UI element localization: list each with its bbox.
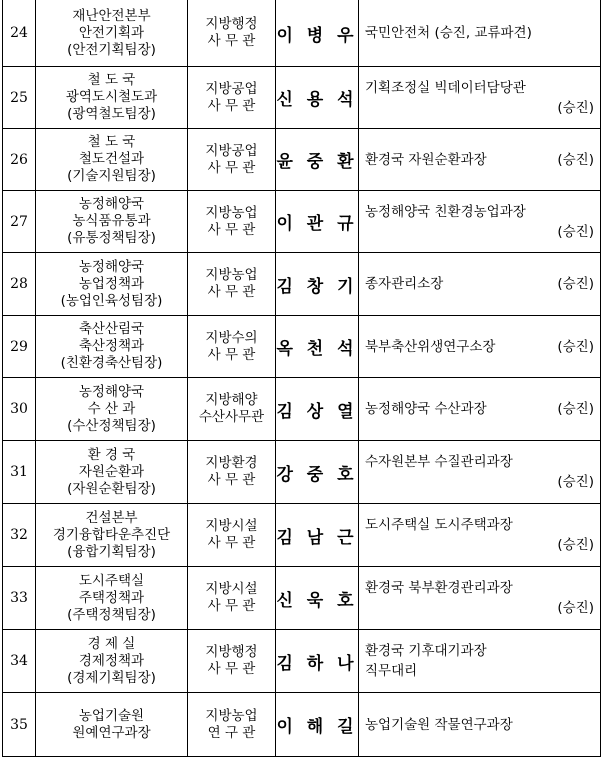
promotion-tag: (승진) xyxy=(557,276,594,292)
department-line: (유통정책팀장) xyxy=(67,230,156,246)
table-row xyxy=(3,630,601,693)
table-row xyxy=(3,504,601,567)
previous-position-text: 북부축산위생연구소장 xyxy=(365,338,496,355)
table-row xyxy=(3,191,601,253)
grade-line: 지방해양 xyxy=(205,392,258,408)
grade-line: 사 무 관 xyxy=(207,33,256,49)
new-department-cell xyxy=(36,693,188,757)
department-line: 건설본부 xyxy=(85,509,138,526)
previous-position-line: 수자원본부 수질관리과장 xyxy=(365,454,513,470)
department-line: (기술지원팀장) xyxy=(67,168,156,184)
new-department-cell xyxy=(36,630,188,693)
previous-position-cell xyxy=(359,378,601,441)
previous-position-cell xyxy=(359,129,601,191)
department-line: 철 도 국 xyxy=(87,134,136,150)
promotion-tag: (승진) xyxy=(557,537,594,553)
department-line: 원예연구과장 xyxy=(72,724,151,741)
grade-cell xyxy=(188,441,276,504)
grade-line: 지방농업 xyxy=(205,267,258,283)
promotion-tag: (승진) xyxy=(557,401,594,417)
person-name: 이 해 길 xyxy=(276,693,359,757)
grade-cell xyxy=(188,0,276,67)
previous-position-line: 농정해양국 친환경농업과장 xyxy=(365,203,526,220)
department-line: 수 산 과 xyxy=(87,400,136,417)
department-line: (농업인육성팀장) xyxy=(60,292,163,309)
department-line: (광역철도팀장) xyxy=(67,106,156,122)
grade-line: 지방농업 xyxy=(205,707,258,724)
new-department-cell xyxy=(36,67,188,129)
promotion-tag: (승진) xyxy=(557,338,594,355)
previous-position-cell xyxy=(359,441,601,504)
row-number: 28 xyxy=(3,253,36,316)
department-line: 자원순환과 xyxy=(78,463,145,480)
grade-line: 지방환경 xyxy=(205,455,258,471)
table-row xyxy=(3,693,601,757)
grade-line: 지방행정 xyxy=(205,644,258,660)
grade-line: 사 무 관 xyxy=(207,284,256,300)
grade-line: 지방공업 xyxy=(205,80,258,97)
table-row xyxy=(3,441,601,504)
grade-line: 사 무 관 xyxy=(207,598,256,614)
previous-position-line: 환경국 북부환경관리과장 xyxy=(365,580,513,596)
grade-line: 사 무 관 xyxy=(207,221,256,238)
grade-cell xyxy=(188,567,276,630)
person-name: 옥 천 석 xyxy=(276,316,359,378)
previous-position-line: 직무대리 xyxy=(365,663,418,679)
new-department-cell xyxy=(36,441,188,504)
department-line: 재난안전본부 xyxy=(72,7,151,24)
previous-position-line xyxy=(365,337,594,357)
department-line: 철 도 국 xyxy=(87,72,136,88)
department-line: 경기융합타운추진단 xyxy=(52,526,171,543)
grade-line: 사 무 관 xyxy=(207,159,256,176)
previous-position-cell xyxy=(359,0,601,67)
promotion-tag: (승진) xyxy=(557,151,594,168)
row-number: 25 xyxy=(3,67,36,129)
table-row xyxy=(3,378,601,441)
department-line: (수산정책팀장) xyxy=(67,417,156,434)
grade-line: 지방시설 xyxy=(205,518,258,534)
table-row xyxy=(3,129,601,191)
department-line: 환 경 국 xyxy=(87,446,136,463)
department-line: 안전기획과 xyxy=(78,24,145,41)
grade-cell xyxy=(188,693,276,757)
promotion-tag: (승진) xyxy=(557,223,594,240)
previous-position-line xyxy=(365,150,594,170)
grade-line: 사 무 관 xyxy=(207,97,256,114)
new-department-cell xyxy=(36,129,188,191)
previous-position-cell xyxy=(359,191,601,253)
table-row xyxy=(3,567,601,630)
grade-line: 사 무 관 xyxy=(207,661,256,677)
previous-position-line xyxy=(365,399,594,419)
grade-line: 지방공업 xyxy=(205,142,258,159)
grade-cell xyxy=(188,67,276,129)
row-number: 27 xyxy=(3,191,36,253)
grade-line: 사 무 관 xyxy=(207,535,256,551)
previous-position-cell xyxy=(359,253,601,316)
department-line: 철도건설과 xyxy=(78,151,145,167)
person-name: 김 남 근 xyxy=(276,504,359,567)
personnel-table xyxy=(2,0,601,757)
previous-position-cell xyxy=(359,316,601,378)
promotion-tag: (승진) xyxy=(557,600,594,616)
department-line: 농정해양국 xyxy=(78,383,145,400)
department-line: 농업기술원 xyxy=(78,707,145,724)
new-department-cell xyxy=(36,253,188,316)
department-line: 경 제 실 xyxy=(87,635,136,652)
promotion-tag: (승진) xyxy=(557,99,594,116)
row-number: 35 xyxy=(3,693,36,757)
new-department-cell xyxy=(36,0,188,67)
previous-position-cell xyxy=(359,67,601,129)
grade-line: 연 구 관 xyxy=(207,724,256,741)
department-line: 경제정책과 xyxy=(78,652,145,669)
new-department-cell xyxy=(36,378,188,441)
row-number: 30 xyxy=(3,378,36,441)
previous-position-text: 종자관리소장 xyxy=(365,276,444,292)
table-row xyxy=(3,316,601,378)
grade-cell xyxy=(188,253,276,316)
row-number: 33 xyxy=(3,567,36,630)
department-line: (경제기획팀장) xyxy=(67,669,156,686)
department-line: (자원순환팀장) xyxy=(67,480,156,497)
department-line: (융합기획팀장) xyxy=(67,543,156,560)
previous-position-text: 농정해양국 수산과장 xyxy=(365,401,487,417)
person-name: 신 용 석 xyxy=(276,67,359,129)
personnel-table-body xyxy=(3,0,601,757)
person-name: 신 욱 호 xyxy=(276,567,359,630)
person-name: 김 창 기 xyxy=(276,253,359,316)
new-department-cell xyxy=(36,191,188,253)
department-line: 축산정책과 xyxy=(78,338,145,354)
previous-position-line xyxy=(365,274,594,294)
row-number: 29 xyxy=(3,316,36,378)
grade-line: 지방농업 xyxy=(205,204,258,221)
grade-cell xyxy=(188,630,276,693)
row-number: 26 xyxy=(3,129,36,191)
table-row xyxy=(3,67,601,129)
department-line: 농정해양국 xyxy=(78,258,145,275)
grade-line: 지방시설 xyxy=(205,581,258,597)
department-line: 축산산림국 xyxy=(78,321,145,337)
person-name: 윤 중 환 xyxy=(276,129,359,191)
person-name: 김 하 나 xyxy=(276,630,359,693)
grade-line: 지방행정 xyxy=(205,16,258,32)
person-name: 이 관 규 xyxy=(276,191,359,253)
previous-position-cell xyxy=(359,630,601,693)
previous-position-cell xyxy=(359,504,601,567)
new-department-cell xyxy=(36,316,188,378)
promotion-tag: (승진) xyxy=(557,474,594,490)
person-name: 강 중 호 xyxy=(276,441,359,504)
previous-position-line: 도시주택실 도시주택과장 xyxy=(365,517,513,533)
department-line: (안전기획팀장) xyxy=(67,41,156,58)
department-line: 광역도시철도과 xyxy=(65,89,158,105)
grade-line: 지방수의 xyxy=(205,329,258,346)
grade-line: 사 무 관 xyxy=(207,346,256,363)
previous-position-line: 기획조정실 빅데이터담당관 xyxy=(365,79,526,96)
grade-cell xyxy=(188,316,276,378)
department-line: 농업정책과 xyxy=(78,275,145,292)
row-number: 24 xyxy=(3,0,36,67)
table-row xyxy=(3,253,601,316)
previous-position-text: 환경국 자원순환과장 xyxy=(365,151,487,168)
row-number: 34 xyxy=(3,630,36,693)
person-name: 김 상 열 xyxy=(276,378,359,441)
department-line: (친환경축산팀장) xyxy=(60,355,163,371)
department-line: 주택정책과 xyxy=(78,589,145,606)
table-row xyxy=(3,0,601,67)
grade-cell xyxy=(188,129,276,191)
grade-line: 수산사무관 xyxy=(198,409,265,425)
grade-line: 사 무 관 xyxy=(207,472,256,488)
department-line: 농정해양국 xyxy=(78,196,145,212)
grade-cell xyxy=(188,378,276,441)
previous-position-line: 농업기술원 작물연구과장 xyxy=(365,716,513,733)
previous-position-line: 국민안전처 (승진, 교류파견) xyxy=(365,25,532,41)
department-line: (주택정책팀장) xyxy=(67,606,156,623)
new-department-cell xyxy=(36,504,188,567)
department-line: 도시주택실 xyxy=(78,572,145,589)
person-name: 이 병 우 xyxy=(276,0,359,67)
previous-position-cell xyxy=(359,693,601,757)
grade-cell xyxy=(188,504,276,567)
previous-position-cell xyxy=(359,567,601,630)
grade-cell xyxy=(188,191,276,253)
new-department-cell xyxy=(36,567,188,630)
row-number: 31 xyxy=(3,441,36,504)
row-number: 32 xyxy=(3,504,36,567)
department-line: 농식품유통과 xyxy=(72,213,151,229)
previous-position-line: 환경국 기후대기과장 xyxy=(365,643,487,659)
